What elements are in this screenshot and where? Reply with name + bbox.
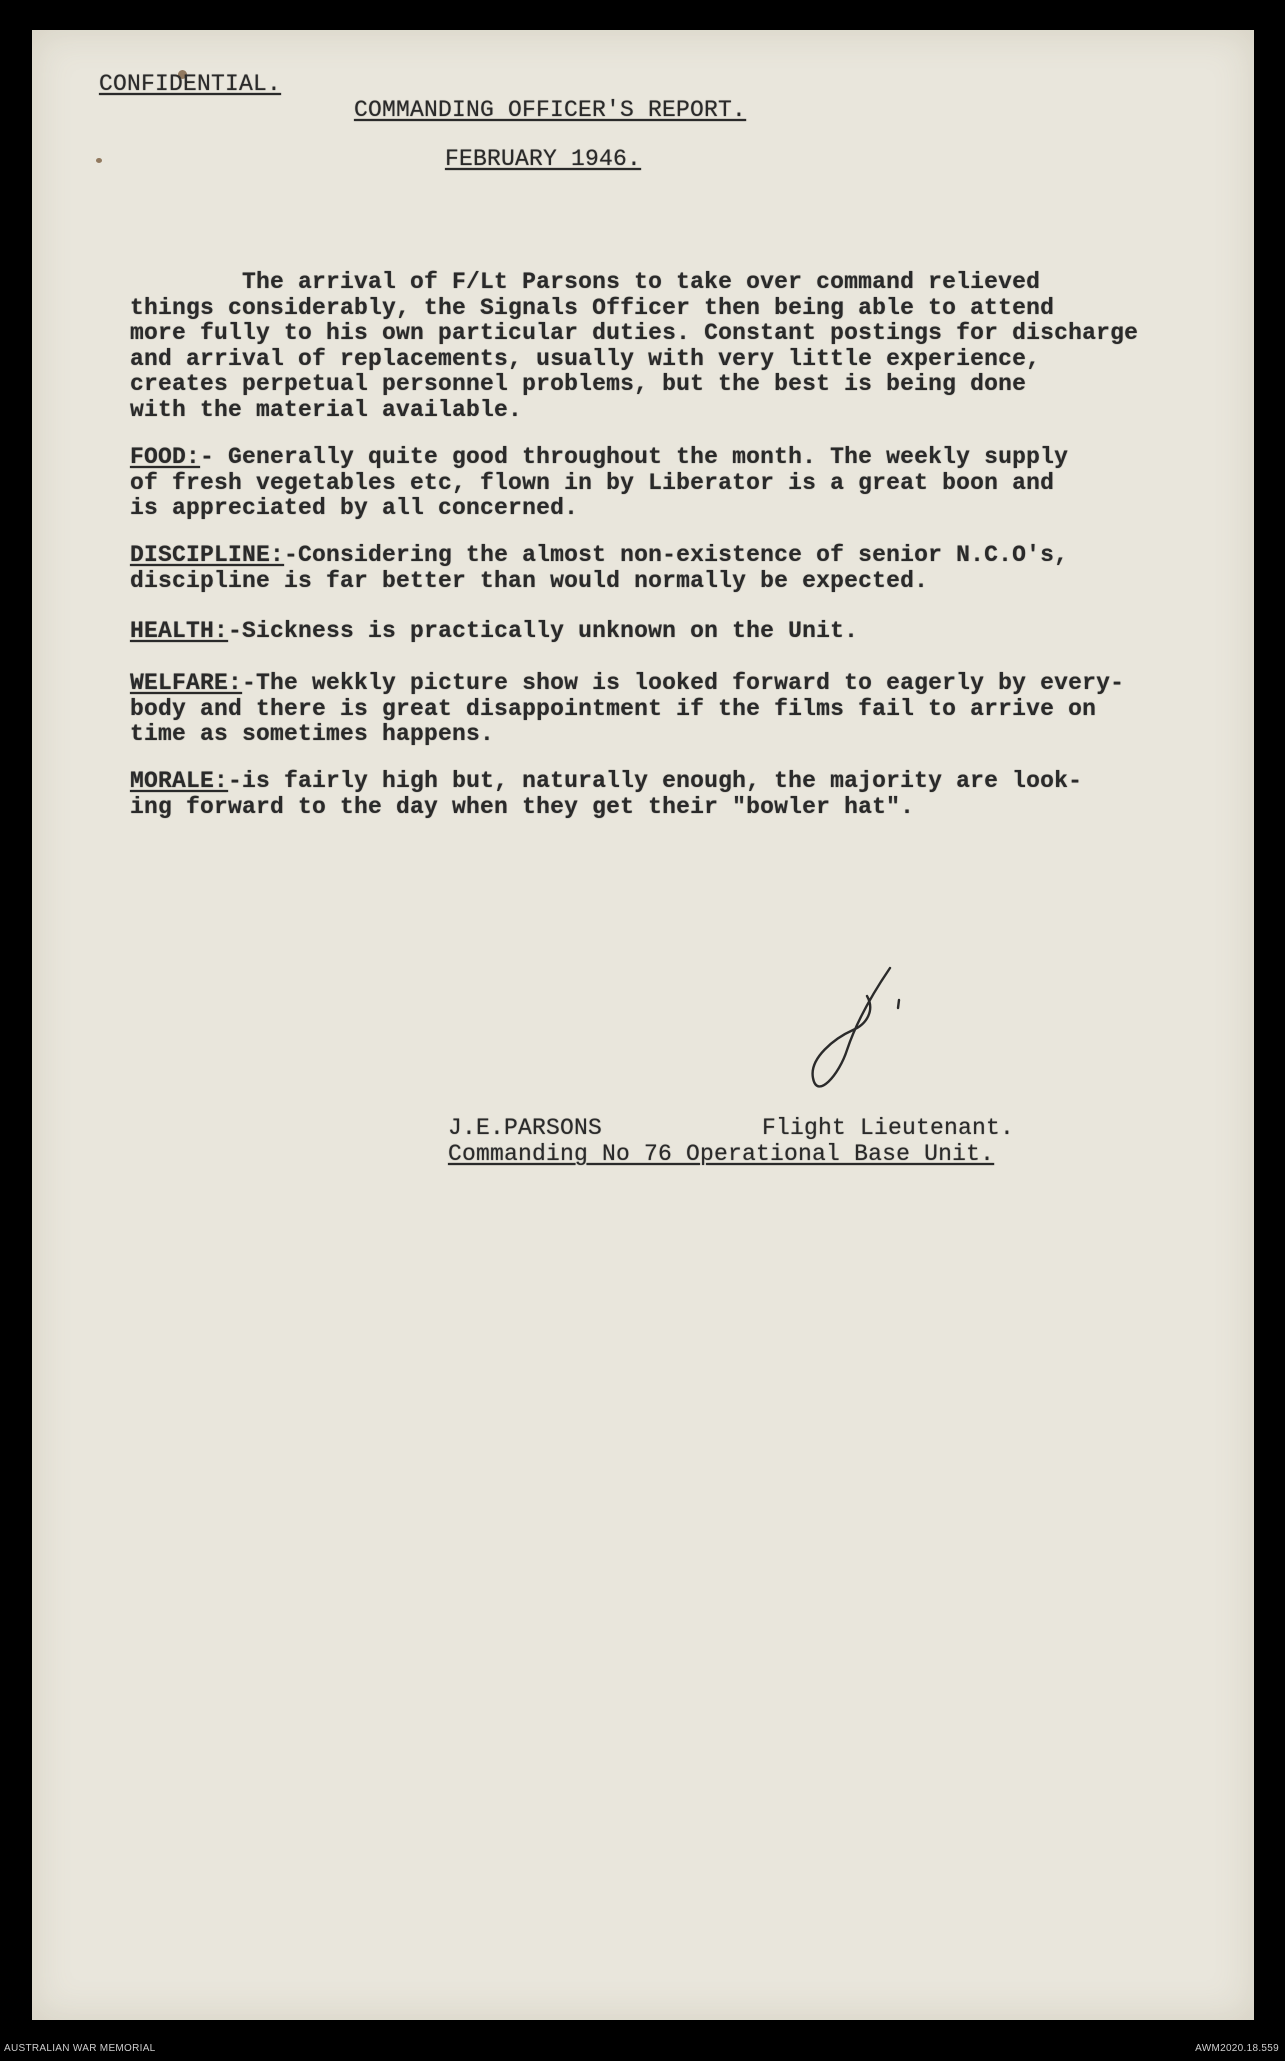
section-discipline bbox=[130, 543, 1230, 594]
section-text: - Generally quite good throughout the month. The weekly supply of fresh vegetables etc, flown in by Liberator is a great boon and is appreciated by all concerned. bbox=[130, 444, 1069, 521]
classification-label: CONFIDENTIAL. bbox=[99, 71, 282, 97]
report-date: FEBRUARY 1946. bbox=[445, 146, 642, 172]
ink-blot bbox=[96, 158, 102, 163]
section-heading: MORALE: bbox=[130, 768, 229, 794]
intro-paragraph: The arrival of F/Lt Parsons to take over command relieved things considerably, the Signals Officer then being able to attend more fully to his own particular duties. Constant postings for discharge and arrival of replacements, usually with very little experience, creates perpetual personnel problems, but the best is being done with the material available. bbox=[130, 269, 1139, 423]
section-morale bbox=[130, 769, 1230, 820]
section-food bbox=[130, 445, 1230, 522]
signatory-name: J.E.PARSONS bbox=[448, 1115, 603, 1141]
section-heading: FOOD: bbox=[130, 444, 201, 470]
signatory-rank: Flight Lieutenant. bbox=[762, 1115, 1015, 1141]
section-text: -The wekkly picture show is looked forward to eagerly by every- body and there is great disappointment if the films fail to arrive on time as sometimes happens. bbox=[130, 670, 1125, 747]
section-heading: DISCIPLINE: bbox=[130, 542, 285, 568]
archive-credit: AUSTRALIAN WAR MEMORIAL bbox=[4, 2043, 156, 2054]
section-welfare bbox=[130, 671, 1230, 748]
section-heading: WELFARE: bbox=[130, 670, 243, 696]
section-text: -Sickness is practically unknown on the Unit. bbox=[228, 618, 859, 644]
report-title: COMMANDING OFFICER'S REPORT. bbox=[354, 97, 747, 123]
archive-reference: AWM2020.18.559 bbox=[1195, 2043, 1279, 2054]
handwritten-signature bbox=[795, 960, 925, 1110]
signatory-unit: Commanding No 76 Operational Base Unit. bbox=[448, 1141, 995, 1167]
section-text: -Considering the almost non-existence of senior N.C.O's, discipline is far better than would normally be expected. bbox=[130, 542, 1069, 594]
section-heading: HEALTH: bbox=[130, 618, 229, 644]
section-text: -is fairly high but, naturally enough, the majority are look- ing forward to the day when they get their "bowler hat". bbox=[130, 768, 1083, 820]
section-health bbox=[130, 619, 1230, 645]
